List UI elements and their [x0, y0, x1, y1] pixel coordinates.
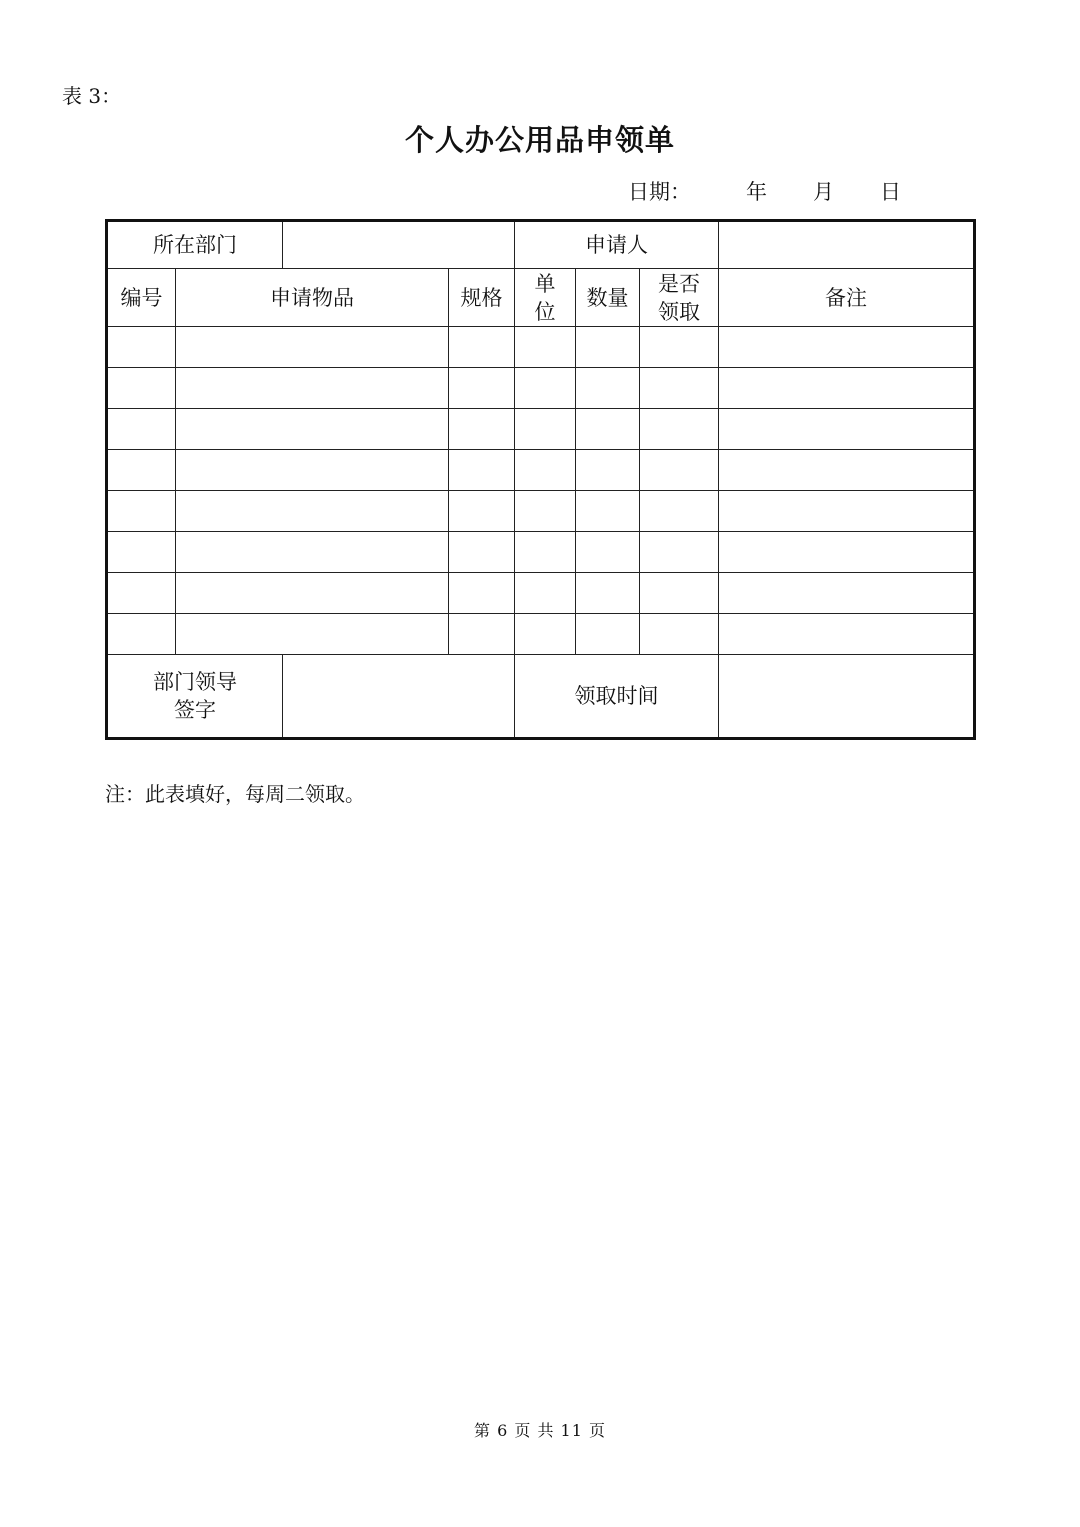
header-item: 申请物品	[176, 269, 449, 327]
item-spec-cell[interactable]	[449, 614, 515, 655]
item-spec-cell[interactable]	[449, 573, 515, 614]
column-header-row	[107, 269, 975, 327]
item-unit-cell[interactable]	[515, 409, 576, 450]
item-remarks-cell[interactable]	[719, 532, 975, 573]
receive-time-field[interactable]	[719, 655, 975, 739]
header-unit-line2: 位	[534, 299, 556, 324]
item-quantity-cell[interactable]	[576, 491, 640, 532]
item-name-cell[interactable]	[176, 614, 449, 655]
item-unit-cell[interactable]	[515, 491, 576, 532]
header-received-line1: 是否	[658, 271, 700, 296]
item-unit-cell[interactable]	[515, 450, 576, 491]
item-quantity-cell[interactable]	[576, 532, 640, 573]
item-quantity-cell[interactable]	[576, 450, 640, 491]
item-received-cell[interactable]	[640, 573, 719, 614]
header-received-line2: 领取	[658, 299, 700, 324]
item-name-cell[interactable]	[176, 532, 449, 573]
item-remarks-cell[interactable]	[719, 368, 975, 409]
item-number-cell[interactable]	[107, 532, 176, 573]
leader-signature-field[interactable]	[283, 655, 515, 739]
header-remarks: 备注	[719, 269, 975, 327]
item-remarks-cell[interactable]	[719, 450, 975, 491]
item-spec-cell[interactable]	[449, 368, 515, 409]
item-number-cell[interactable]	[107, 368, 176, 409]
applicant-label: 申请人	[515, 221, 719, 269]
leader-signature-label	[107, 655, 283, 739]
item-row	[107, 532, 975, 573]
item-number-cell[interactable]	[107, 614, 176, 655]
item-quantity-cell[interactable]	[576, 368, 640, 409]
item-unit-cell[interactable]	[515, 368, 576, 409]
item-received-cell[interactable]	[640, 368, 719, 409]
item-received-cell[interactable]	[640, 614, 719, 655]
department-row	[107, 221, 975, 269]
item-row	[107, 327, 975, 368]
item-name-cell[interactable]	[176, 573, 449, 614]
page-number-footer: 第 6 页 共 11 页	[474, 1421, 606, 1440]
item-row	[107, 491, 975, 532]
item-quantity-cell[interactable]	[576, 327, 640, 368]
item-row	[107, 614, 975, 655]
item-name-cell[interactable]	[176, 491, 449, 532]
item-unit-cell[interactable]	[515, 573, 576, 614]
item-row	[107, 573, 975, 614]
item-quantity-cell[interactable]	[576, 573, 640, 614]
form-title: 个人办公用品申领单	[404, 123, 675, 157]
header-unit	[515, 269, 576, 327]
item-received-cell[interactable]	[640, 491, 719, 532]
item-remarks-cell[interactable]	[719, 573, 975, 614]
header-received	[640, 269, 719, 327]
date-day-label: 日	[880, 180, 901, 204]
table-number-label: 表 3：	[62, 84, 122, 108]
item-unit-cell[interactable]	[515, 327, 576, 368]
item-remarks-cell[interactable]	[719, 409, 975, 450]
form-footnote: 注：此表填好，每周二领取。	[105, 782, 365, 806]
department-label: 所在部门	[107, 221, 283, 269]
item-quantity-cell[interactable]	[576, 409, 640, 450]
item-row	[107, 368, 975, 409]
receive-time-label: 领取时间	[515, 655, 719, 739]
item-spec-cell[interactable]	[449, 491, 515, 532]
header-spec: 规格	[449, 269, 515, 327]
item-number-cell[interactable]	[107, 491, 176, 532]
item-name-cell[interactable]	[176, 327, 449, 368]
date-label: 日期：	[628, 180, 691, 204]
date-month-label: 月	[813, 180, 834, 204]
item-row	[107, 409, 975, 450]
item-remarks-cell[interactable]	[719, 491, 975, 532]
applicant-field[interactable]	[719, 221, 975, 269]
item-remarks-cell[interactable]	[719, 327, 975, 368]
date-year-label: 年	[746, 180, 767, 204]
item-spec-cell[interactable]	[449, 450, 515, 491]
office-supplies-request-table	[105, 219, 976, 740]
item-spec-cell[interactable]	[449, 532, 515, 573]
item-spec-cell[interactable]	[449, 327, 515, 368]
item-name-cell[interactable]	[176, 409, 449, 450]
header-unit-line1: 单	[534, 271, 556, 296]
item-number-cell[interactable]	[107, 450, 176, 491]
item-received-cell[interactable]	[640, 450, 719, 491]
leader-signature-label-line1: 部门领导	[153, 670, 237, 694]
item-unit-cell[interactable]	[515, 614, 576, 655]
item-quantity-cell[interactable]	[576, 614, 640, 655]
header-quantity: 数量	[576, 269, 640, 327]
item-name-cell[interactable]	[176, 368, 449, 409]
header-number: 编号	[107, 269, 176, 327]
item-received-cell[interactable]	[640, 409, 719, 450]
item-received-cell[interactable]	[640, 532, 719, 573]
item-spec-cell[interactable]	[449, 409, 515, 450]
item-received-cell[interactable]	[640, 327, 719, 368]
item-number-cell[interactable]	[107, 327, 176, 368]
item-unit-cell[interactable]	[515, 532, 576, 573]
item-number-cell[interactable]	[107, 409, 176, 450]
leader-signature-label-line2: 签字	[174, 698, 216, 722]
item-number-cell[interactable]	[107, 573, 176, 614]
item-remarks-cell[interactable]	[719, 614, 975, 655]
item-row	[107, 450, 975, 491]
item-name-cell[interactable]	[176, 450, 449, 491]
department-field[interactable]	[283, 221, 515, 269]
signature-row	[107, 655, 975, 739]
